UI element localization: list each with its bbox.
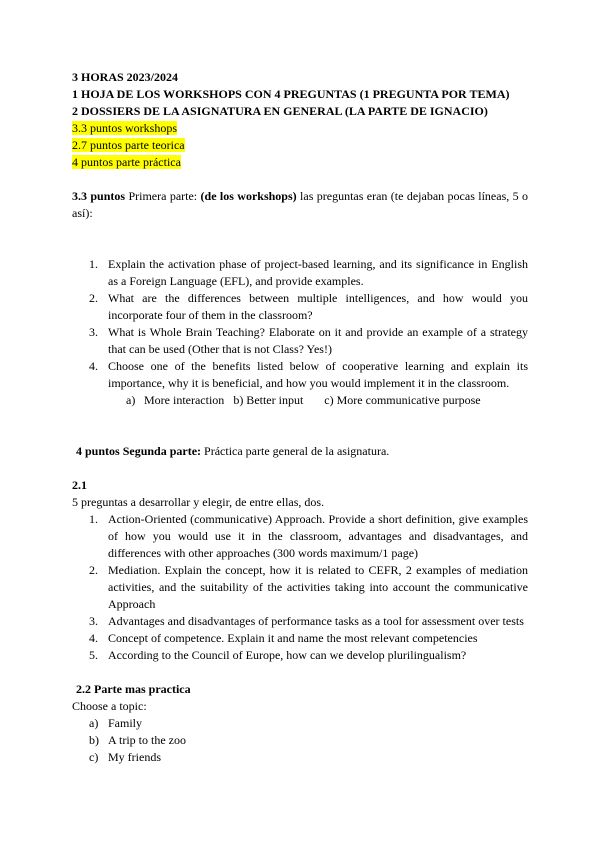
- list-item-text: Action-Oriented (communicative) Approach. Provide a short definition, give examples of how you would use it in the classroom, advantages and disadvantages, and differences with other approaches (300 words maximum/1 page): [108, 512, 528, 560]
- highlight-text: 2.7 puntos parte teorica: [72, 138, 185, 152]
- list-item-text: According to the Council of Europe, how can we develop plurilingualism?: [108, 648, 467, 662]
- list-number: 3.: [89, 325, 98, 339]
- list-number: 4.: [89, 631, 98, 645]
- list-item-text: Explain the activation phase of project-based learning, and its significance in English as a Foreign Language (EFL), and provide examples.: [108, 257, 528, 288]
- section-2-2-heading: 2.2 Parte mas practica: [76, 682, 191, 696]
- section-2-1-intro: 5 preguntas a desarrollar y elegir, de entre ellas, dos.: [72, 495, 325, 509]
- list-item-text: What are the differences between multiple intelligences, and how would you incorporate four of them in the classroom?: [108, 291, 528, 322]
- list-letter: c): [89, 750, 99, 764]
- highlight-practice-points: [72, 154, 528, 171]
- section-2-1-heading: 2.1: [72, 478, 87, 492]
- theory-questions-list: [72, 511, 528, 664]
- list-item: [72, 324, 528, 358]
- list-item-text: Concept of competence. Explain it and name the most relevant competencies: [108, 631, 478, 645]
- highlight-workshops-points: [72, 120, 528, 137]
- list-item: [72, 290, 528, 324]
- highlight-theory-points: [72, 137, 528, 154]
- workshop-questions-list: [72, 256, 528, 392]
- topic-list: [72, 715, 528, 766]
- option-a-marker: a): [126, 393, 136, 407]
- list-number: 2.: [89, 563, 98, 577]
- benefit-options: [72, 392, 528, 409]
- highlight-text: 3.3 puntos workshops: [72, 121, 178, 135]
- list-item: [72, 647, 528, 664]
- list-item-text: Mediation. Explain the concept, how it is related to CEFR, 2 examples of mediation activities, and the suitability of the activities taking into account the communicative Approach: [108, 563, 528, 611]
- list-item: [72, 511, 528, 562]
- option-c: c) More communicative purpose: [324, 393, 481, 407]
- part1-points: 3.3 puntos: [72, 189, 126, 203]
- list-item-text: Family: [108, 716, 143, 730]
- option-a: More interaction: [144, 393, 225, 407]
- list-item-text: A trip to the zoo: [108, 733, 186, 747]
- list-number: 5.: [89, 648, 98, 662]
- part2-heading: 4 puntos Segunda parte:: [76, 444, 202, 458]
- list-item: [72, 562, 528, 613]
- list-item: [72, 630, 528, 647]
- option-b: b) Better input: [233, 393, 304, 407]
- part1-intro-a: Primera parte:: [125, 189, 201, 203]
- list-item-text: My friends: [108, 750, 161, 764]
- list-item: [72, 732, 528, 749]
- section-2-2-intro: Choose a topic:: [72, 699, 147, 713]
- list-number: 3.: [89, 614, 98, 628]
- list-item-text: What is Whole Brain Teaching? Elaborate on it and provide an example of a strategy that can be used (Other that is not Class? Yes!): [108, 325, 528, 356]
- part1-intro-c: las preguntas eran (te dejaban pocas líneas, 5 o así):: [72, 189, 528, 220]
- part1-intro-bold: (de los workshops): [200, 189, 297, 203]
- list-item: [72, 256, 528, 290]
- list-number: 2.: [89, 291, 98, 305]
- part2-text: Práctica parte general de la asignatura.: [201, 444, 390, 458]
- list-item-text: Choose one of the benefits listed below of cooperative learning and explain its importance, why it is beneficial, and how you would implement it in the classroom.: [108, 359, 528, 390]
- part1-intro: [72, 188, 528, 222]
- list-item: [72, 613, 528, 630]
- list-item-text: Advantages and disadvantages of performance tasks as a tool for assessment over tests: [108, 614, 524, 628]
- list-item: [72, 715, 528, 732]
- list-letter: b): [89, 733, 99, 747]
- header-line-dossiers: 2 DOSSIERS DE LA ASIGNATURA EN GENERAL (LA PARTE DE IGNACIO): [72, 104, 488, 118]
- highlight-text: 4 puntos parte práctica: [72, 155, 181, 169]
- header-line-workshops: 1 HOJA DE LOS WORKSHOPS CON 4 PREGUNTAS (1 PREGUNTA POR TEMA): [72, 87, 510, 101]
- list-number: 4.: [89, 359, 98, 373]
- list-number: 1.: [89, 512, 98, 526]
- part2-intro: [72, 443, 528, 460]
- header-line-hours: 3 HORAS 2023/2024: [72, 70, 179, 84]
- list-item: [72, 749, 528, 766]
- list-item: [72, 358, 528, 392]
- list-letter: a): [89, 716, 99, 730]
- list-number: 1.: [89, 257, 98, 271]
